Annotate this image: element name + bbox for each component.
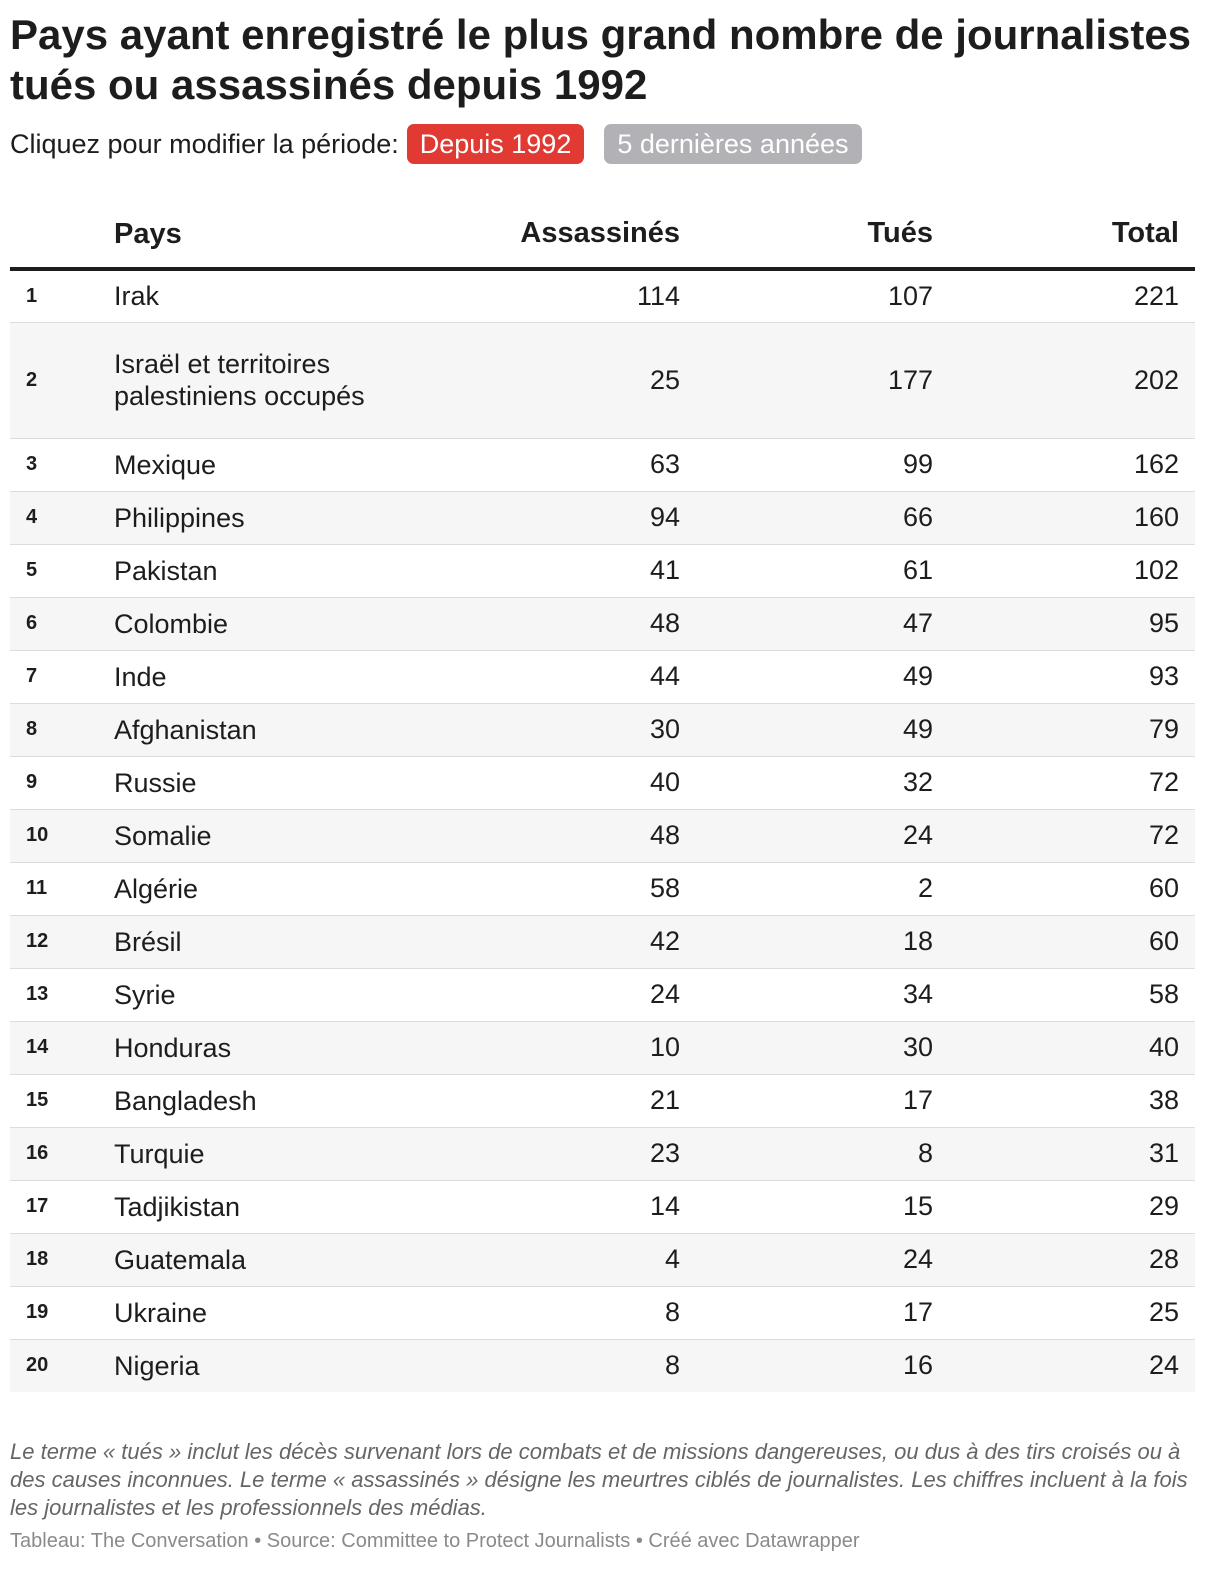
murdered-cell: 42	[414, 915, 680, 968]
table-row	[10, 968, 1195, 1021]
killed-cell: 99	[680, 438, 933, 491]
murdered-cell: 14	[414, 1180, 680, 1233]
total-cell: 40	[933, 1021, 1195, 1074]
total-cell: 72	[933, 809, 1195, 862]
total-cell: 60	[933, 915, 1195, 968]
rank-cell: 19	[10, 1286, 114, 1339]
total-cell: 202	[933, 322, 1195, 438]
rank-cell: 11	[10, 862, 114, 915]
total-cell: 29	[933, 1180, 1195, 1233]
country-cell: Honduras	[114, 1021, 414, 1074]
table-row	[10, 703, 1195, 756]
killed-cell: 17	[680, 1074, 933, 1127]
murdered-cell: 114	[414, 269, 680, 322]
table-header-row	[10, 200, 1195, 269]
total-cell: 162	[933, 438, 1195, 491]
table-row	[10, 809, 1195, 862]
killed-cell: 24	[680, 809, 933, 862]
murdered-cell: 10	[414, 1021, 680, 1074]
total-cell: 31	[933, 1127, 1195, 1180]
country-cell: Tadjikistan	[114, 1180, 414, 1233]
country-cell: Somalie	[114, 809, 414, 862]
rank-cell: 2	[10, 322, 114, 438]
total-cell: 160	[933, 491, 1195, 544]
rank-cell: 8	[10, 703, 114, 756]
killed-cell: 17	[680, 1286, 933, 1339]
table-row	[10, 756, 1195, 809]
header-rank[interactable]	[10, 200, 114, 269]
footnote: Le terme « tués » inclut les décès survenant lors de combats et de missions dangereuses, ou dus à des tirs croisés ou à des causes inconnues. Le terme « assassinés » désigne les meurtres ciblés de journalistes. Les chiffres incluent à la fois les journalistes et les professionnels des médias.	[10, 1439, 1188, 1520]
rank-cell: 13	[10, 968, 114, 1021]
table-row	[10, 1286, 1195, 1339]
country-cell: Israël et territoires palestiniens occupés	[114, 322, 414, 438]
table-row	[10, 322, 1195, 438]
total-cell: 221	[933, 269, 1195, 322]
murdered-cell: 21	[414, 1074, 680, 1127]
murdered-cell: 41	[414, 544, 680, 597]
killed-cell: 2	[680, 862, 933, 915]
period-selector	[10, 124, 882, 164]
table-row	[10, 438, 1195, 491]
rank-cell: 15	[10, 1074, 114, 1127]
total-cell: 60	[933, 862, 1195, 915]
killed-cell: 34	[680, 968, 933, 1021]
table-row	[10, 1233, 1195, 1286]
rank-cell: 7	[10, 650, 114, 703]
country-cell: Philippines	[114, 491, 414, 544]
header-country[interactable]: Pays	[114, 200, 414, 269]
rank-cell: 6	[10, 597, 114, 650]
total-cell: 28	[933, 1233, 1195, 1286]
rank-cell: 5	[10, 544, 114, 597]
murdered-cell: 8	[664, 1350, 680, 1381]
murdered-cell: 23	[414, 1127, 680, 1180]
rank-cell: 20	[26, 1354, 49, 1377]
country-cell: Syrie	[114, 968, 414, 1021]
rank-cell: 14	[10, 1021, 114, 1074]
killed-cell: 66	[680, 491, 933, 544]
killed-cell: 107	[680, 269, 933, 322]
rank-cell: 17	[10, 1180, 114, 1233]
rank-cell: 10	[10, 809, 114, 862]
total-cell: 102	[933, 544, 1195, 597]
total-cell: 58	[933, 968, 1195, 1021]
country-cell: Mexique	[114, 438, 414, 491]
rank-cell: 3	[10, 438, 114, 491]
murdered-cell: 4	[414, 1233, 680, 1286]
killed-cell: 47	[680, 597, 933, 650]
rank-cell: 12	[10, 915, 114, 968]
killed-cell: 49	[680, 703, 933, 756]
table-body	[10, 269, 1195, 1392]
killed-cell: 177	[680, 322, 933, 438]
murdered-cell: 40	[414, 756, 680, 809]
murdered-cell: 48	[414, 597, 680, 650]
killed-cell: 24	[680, 1233, 933, 1286]
table-row	[10, 862, 1195, 915]
period-label: Cliquez pour modifier la période:	[10, 128, 399, 159]
total-cell: 93	[933, 650, 1195, 703]
rank-cell: 18	[10, 1233, 114, 1286]
table-row	[10, 544, 1195, 597]
country-cell: Colombie	[114, 597, 414, 650]
country-cell: Nigeria	[114, 1350, 200, 1381]
total-cell: 72	[933, 756, 1195, 809]
table-row	[10, 1021, 1195, 1074]
killed-cell: 18	[680, 915, 933, 968]
killed-cell: 15	[680, 1180, 933, 1233]
killed-cell: 49	[680, 650, 933, 703]
rank-cell: 9	[10, 756, 114, 809]
data-table	[10, 200, 1195, 1392]
killed-cell: 32	[680, 756, 933, 809]
murdered-cell: 63	[414, 438, 680, 491]
total-cell: 95	[933, 597, 1195, 650]
rank-cell: 1	[10, 269, 114, 322]
murdered-cell: 44	[414, 650, 680, 703]
country-cell: Bangladesh	[114, 1074, 414, 1127]
rank-cell: 16	[10, 1127, 114, 1180]
murdered-cell: 48	[414, 809, 680, 862]
period-button-since-1992[interactable]: Depuis 1992	[407, 124, 585, 164]
murdered-cell: 94	[414, 491, 680, 544]
period-button-last-5-years[interactable]: 5 dernières années	[604, 124, 861, 164]
country-cell: Brésil	[114, 915, 414, 968]
country-cell: Irak	[114, 269, 414, 322]
country-cell: Pakistan	[114, 544, 414, 597]
murdered-cell: 24	[414, 968, 680, 1021]
table-row	[10, 650, 1195, 703]
killed-cell: 8	[680, 1127, 933, 1180]
credits: Tableau: The Conversation • Source: Committee to Protect Journalists • Créé avec Datawrapper	[10, 1530, 860, 1552]
country-cell: Guatemala	[114, 1233, 414, 1286]
rank-cell: 4	[10, 491, 114, 544]
murdered-cell: 30	[414, 703, 680, 756]
table-row	[10, 269, 1195, 322]
country-cell: Turquie	[114, 1127, 414, 1180]
header-total[interactable]: Total	[933, 200, 1195, 269]
country-cell: Russie	[114, 756, 414, 809]
table-row	[10, 1339, 1195, 1392]
country-cell: Inde	[114, 650, 414, 703]
murdered-cell: 25	[414, 322, 680, 438]
total-cell: 38	[933, 1074, 1195, 1127]
murdered-cell: 58	[414, 862, 680, 915]
chart-title: Pays ayant enregistré le plus grand nombre de journalistes tués ou assassinés depuis 1992	[10, 11, 1192, 108]
country-cell: Afghanistan	[114, 703, 414, 756]
table-row	[10, 1180, 1195, 1233]
country-cell: Ukraine	[114, 1286, 414, 1339]
killed-cell: 61	[680, 544, 933, 597]
country-cell: Algérie	[114, 862, 414, 915]
table-row	[10, 597, 1195, 650]
header-killed[interactable]: Tués	[680, 200, 933, 269]
total-cell: 25	[933, 1286, 1195, 1339]
killed-cell: 16	[902, 1350, 933, 1381]
total-cell: 79	[933, 703, 1195, 756]
total-cell: 24	[1148, 1350, 1179, 1381]
murdered-cell: 8	[414, 1286, 680, 1339]
table-row	[10, 1127, 1195, 1180]
header-murdered[interactable]: Assassinés	[414, 200, 680, 269]
table-row	[10, 491, 1195, 544]
table-row	[10, 1074, 1195, 1127]
killed-cell: 30	[680, 1021, 933, 1074]
table-row	[10, 915, 1195, 968]
